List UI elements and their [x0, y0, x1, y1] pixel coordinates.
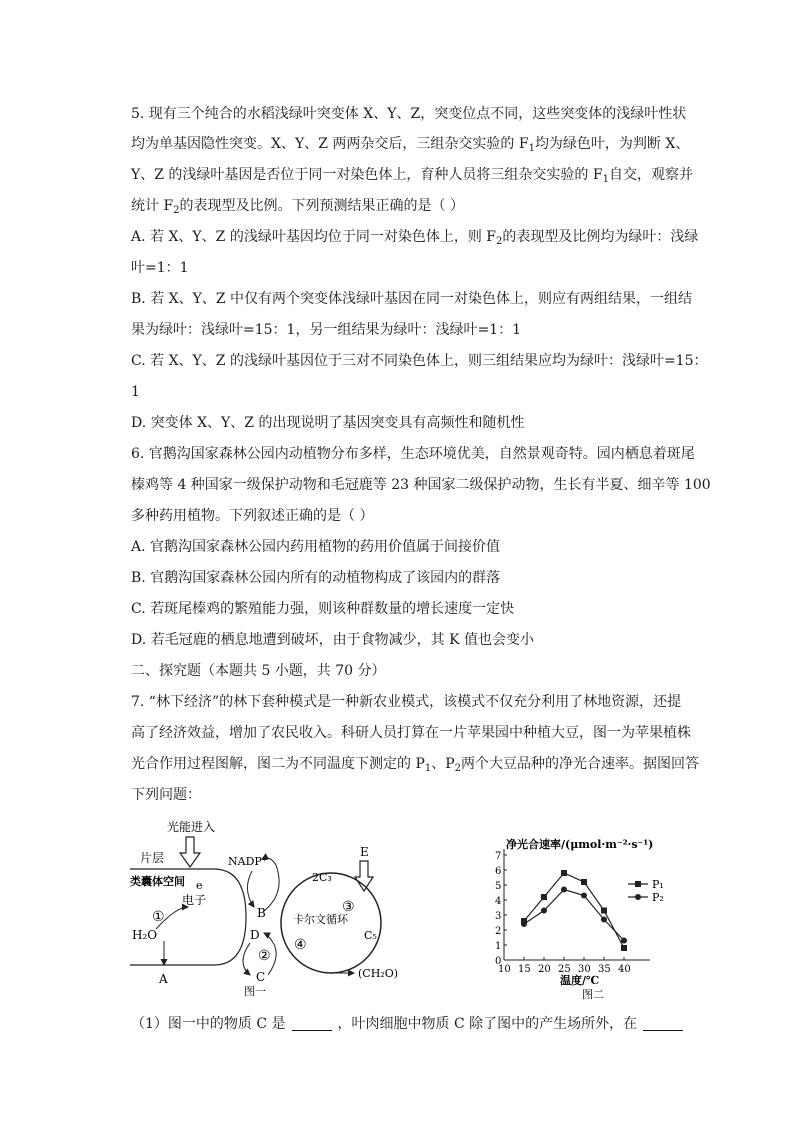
y-tick-label: 3 — [495, 911, 502, 922]
c-label: C — [256, 970, 266, 984]
q5-line-2 — [131, 134, 689, 159]
subscript: 1 — [602, 174, 609, 185]
subscript: 2 — [454, 763, 462, 774]
q5-line-4 — [131, 196, 464, 221]
calvin-label: 卡尔文循环 — [293, 913, 348, 926]
q5-option-b-cont: 果为绿叶：浅绿叶=15：1，另一组结果为绿叶：浅绿叶=1：1 — [131, 322, 521, 338]
q5-text: Y、Z 的浅绿叶基因是否位于同一对染色体上，育种人员将三组杂交实验的 F — [131, 167, 603, 183]
q6-option-c: C. 若斑尾榛鸡的繁殖能力强，则该种群数量的增长速度一定快 — [131, 601, 515, 617]
chart-title: 净光合速率/(μmol·m⁻²·s⁻¹) — [506, 838, 654, 851]
q5-option-c: C. 若 X、Y、Z 的浅绿叶基因位于三对不同染色体上，则三组结果应均为绿叶：浅绿叶=15： — [131, 353, 708, 369]
x-tick-label: 15 — [518, 964, 531, 975]
y-tick-label: 1 — [495, 941, 502, 952]
q5-text: A. 若 X、Y、Z 的浅绿叶基因均位于同一对染色体上，则 F — [131, 229, 497, 245]
step-4-label: ④ — [294, 937, 307, 953]
c5-label: C₅ — [364, 929, 377, 942]
subscript: 1 — [528, 143, 535, 154]
ch2o-label: (CH₂O) — [358, 967, 399, 980]
legend-label: P₂ — [652, 891, 664, 904]
q6-option-d: D. 若毛冠鹿的栖息地遭到破坏，由于食物减少，其 K 值也会变小 — [131, 632, 534, 648]
x-tick-label: 40 — [618, 964, 631, 975]
q7-text: ，叶肉细胞中物质 C 除了图中的产生场所外，在 — [337, 1016, 638, 1032]
electron-label: 电子 — [182, 893, 207, 907]
figure-2-chart — [478, 836, 698, 1001]
answer-blank-2[interactable] — [643, 1016, 683, 1031]
q5-text: 统计 F — [131, 198, 174, 214]
e-big-label: E — [360, 845, 369, 859]
x-tick-label: 25 — [558, 964, 571, 975]
q6-line-3: 多种药用植物。下列叙述正确的是（ ） — [131, 508, 374, 524]
b-label: B — [257, 906, 266, 920]
q5-line-3 — [131, 165, 693, 190]
h2o-label: H₂O — [132, 928, 158, 942]
q6-option-a: A. 官鹅沟国家森林公园内药用植物的药用价值属于间接价值 — [131, 539, 501, 555]
data-point-p1 — [541, 894, 547, 900]
membrane-curve — [214, 869, 246, 965]
q5-text: 均为单基因隐性突变。X、Y、Z 两两杂交后，三组杂交实验的 F — [131, 136, 529, 152]
x-tick-label: 10 — [498, 964, 511, 975]
q5-option-a — [131, 227, 698, 252]
q7-text: 两个大豆品种的净光合速率。据图回答 — [461, 756, 700, 772]
e-label: e — [196, 879, 203, 892]
x-tick-label: 20 — [538, 964, 551, 975]
y-tick-label: 5 — [495, 881, 502, 892]
figure-1-photosynthesis-diagram — [126, 815, 426, 1000]
q7-text: 、P — [431, 756, 455, 772]
data-point-p2 — [581, 893, 587, 899]
q5-option-a-cont: 叶=1：1 — [131, 260, 189, 276]
subscript: 1 — [424, 763, 432, 774]
data-point-p2 — [541, 908, 547, 914]
legend-marker — [635, 894, 641, 900]
data-point-p2 — [621, 938, 627, 944]
legend-marker — [635, 881, 641, 887]
data-point-p1 — [601, 908, 607, 914]
data-point-p2 — [601, 917, 607, 923]
q7-line-3 — [131, 754, 699, 779]
q5-text: 均为绿色叶，为判断 X、 — [534, 136, 690, 152]
q5-text: 自交，观察并 — [608, 167, 693, 183]
x-tick-label: 30 — [578, 964, 591, 975]
light-arrow-icon — [180, 837, 200, 867]
legend-label: P₁ — [652, 878, 664, 891]
data-point-p1 — [581, 879, 587, 885]
thylakoid-label: 类囊体空间 — [130, 875, 185, 888]
y-tick-label: 0 — [495, 956, 502, 967]
y-tick-label: 2 — [495, 926, 502, 937]
series-line-2 — [524, 890, 624, 941]
q7-text: 光合作用过程图解，图二为不同温度下测定的 P — [131, 756, 425, 772]
figure-1-caption: 图一 — [244, 985, 266, 998]
series-line-1 — [524, 873, 624, 948]
data-point-p1 — [561, 870, 567, 876]
light-label: 光能进入 — [167, 820, 216, 834]
c3-label: 2C₃ — [312, 871, 332, 884]
data-point-p2 — [561, 887, 567, 893]
q5-text: 的表现型及比例均为绿叶：浅绿 — [502, 229, 699, 245]
y-tick-label: 4 — [495, 896, 502, 907]
q7-line-2: 高了经济效益，增加了农民收入。科研人员打算在一片苹果园中种植大豆，图一为苹果植株 — [131, 725, 691, 741]
q6-line-1: 6. 官鹅沟国家森林公园内动植物分布多样，生态环境优美，自然景观奇特。园内栖息着斑尾 — [131, 446, 695, 462]
q7-line-1: 7. “林下经济”的林下套种模式是一种新农业模式，该模式不仅充分利用了林地资源，还提 — [131, 694, 682, 710]
answer-blank-1[interactable] — [292, 1016, 332, 1031]
figure-2-caption: 图二 — [582, 988, 604, 1001]
q6-line-2: 榛鸡等 4 种国家一级保护动物和毛冠鹿等 23 种国家二级保护动物，生长有半夏、细辛等 100 — [131, 477, 711, 493]
step-1-label: ① — [152, 909, 165, 925]
d-label: D — [250, 928, 260, 942]
e-arrow-icon — [355, 861, 373, 891]
q5-text: 的表现型及比例。下列预测结果正确的是（ ） — [179, 198, 464, 214]
q5-line-1: 5. 现有三个纯合的水稻浅绿叶突变体 X、Y、Z，突变位点不同，这些突变体的浅绿叶性状 — [131, 106, 687, 122]
data-point-p2 — [521, 921, 527, 927]
q5-option-b: B. 若 X、Y、Z 中仅有两个突变体浅绿叶基因在同一对染色体上，则应有两组结果，一组结 — [131, 291, 693, 307]
q7-line-4: 下列问题： — [131, 787, 201, 803]
x-tick-label: 35 — [598, 964, 611, 975]
q5-option-c-cont: 1 — [131, 384, 140, 400]
q5-option-d: D. 突变体 X、Y、Z 的出现说明了基因突变具有高频性和随机性 — [131, 415, 525, 431]
subscript: 2 — [496, 236, 503, 247]
y-tick-label: 6 — [495, 866, 502, 877]
x-axis-label: 温度/℃ — [560, 974, 600, 987]
nadp-arrow — [247, 871, 254, 907]
step-2-label: ② — [258, 948, 271, 964]
section-heading: 二、探究题（本题共 5 小题，共 70 分） — [131, 663, 386, 679]
q7-text: （1）图一中的物质 C 是 — [131, 1016, 286, 1032]
a-label: A — [159, 972, 168, 986]
y-tick-label: 7 — [495, 851, 502, 862]
nadp-label: NADP⁺ — [228, 855, 268, 868]
subscript: 2 — [173, 205, 180, 216]
step-3-label: ③ — [342, 899, 355, 915]
q6-option-b: B. 官鹅沟国家森林公园内所有的动植物构成了该园内的群落 — [131, 570, 501, 586]
d-to-c-arrow — [243, 943, 250, 975]
data-point-p1 — [621, 945, 627, 951]
layer-label: 片层 — [140, 851, 165, 865]
q7-part-1 — [131, 1014, 689, 1034]
